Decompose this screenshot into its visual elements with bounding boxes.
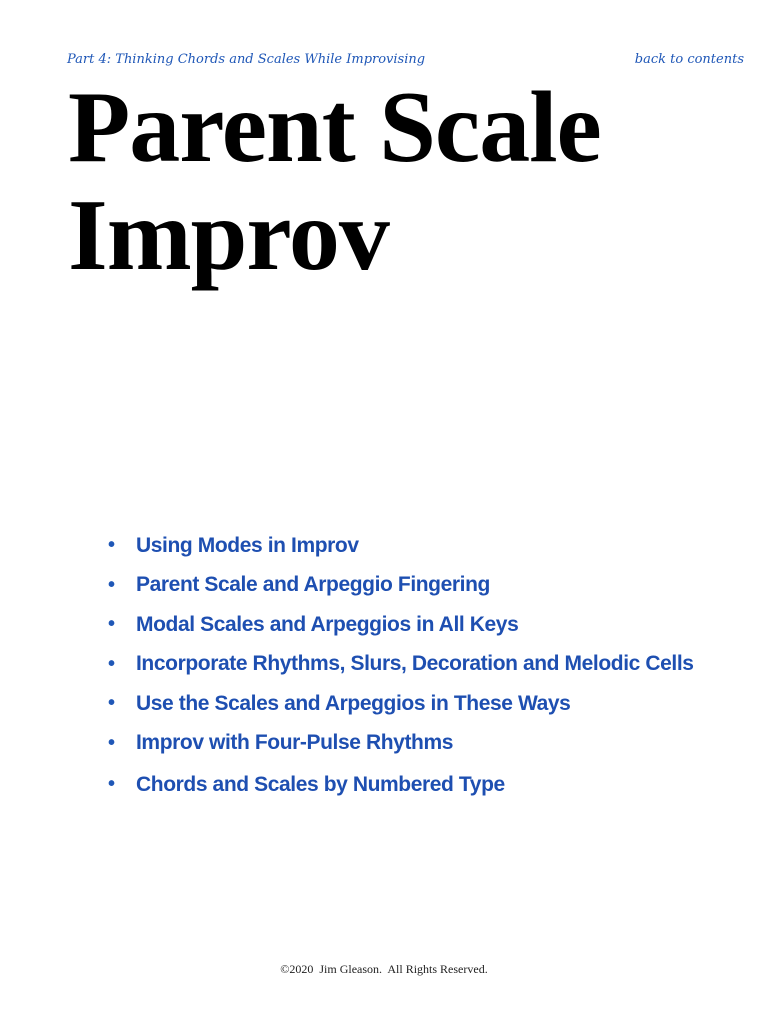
topic-list-item bbox=[108, 605, 748, 645]
bullet-icon: • bbox=[108, 731, 116, 754]
topic-link-modal-scales-all-keys[interactable]: Modal Scales and Arpeggios in All Keys bbox=[136, 612, 519, 636]
topic-list-item bbox=[108, 645, 748, 685]
topic-link-use-scales-arpeggios[interactable]: Use the Scales and Arpeggios in These Ways bbox=[136, 691, 571, 715]
page-title-line-1: Parent Scale bbox=[68, 71, 601, 184]
bullet-icon: • bbox=[108, 692, 116, 715]
bullet-icon: • bbox=[108, 573, 116, 596]
topic-list-item bbox=[108, 684, 748, 724]
bullet-icon: • bbox=[108, 534, 116, 557]
bullet-icon: • bbox=[108, 613, 116, 636]
page-title-line-2: Improv bbox=[68, 179, 389, 292]
topic-link-using-modes[interactable]: Using Modes in Improv bbox=[136, 533, 359, 557]
topic-link-list bbox=[108, 526, 748, 805]
copyright-footer: ©2020 Jim Gleason. All Rights Reserved. bbox=[280, 962, 488, 976]
topic-link-four-pulse-rhythms[interactable]: Improv with Four-Pulse Rhythms bbox=[136, 731, 454, 755]
back-to-contents-link[interactable]: back to contents bbox=[634, 52, 744, 67]
section-header: Part 4: Thinking Chords and Scales While Improvising bbox=[67, 52, 426, 67]
topic-list-item bbox=[108, 566, 748, 606]
bullet-icon: • bbox=[108, 652, 116, 675]
page-title bbox=[68, 71, 601, 292]
topic-link-numbered-type[interactable]: Chords and Scales by Numbered Type bbox=[136, 772, 505, 796]
topic-list-item bbox=[108, 526, 748, 566]
bullet-icon: • bbox=[108, 773, 116, 796]
topic-list-item bbox=[108, 765, 748, 805]
topic-list-item bbox=[108, 724, 748, 764]
topic-link-rhythms-slurs-decoration[interactable]: Incorporate Rhythms, Slurs, Decoration and Melodic Cells bbox=[136, 652, 694, 676]
topic-link-parent-scale-fingering[interactable]: Parent Scale and Arpeggio Fingering bbox=[136, 573, 490, 597]
